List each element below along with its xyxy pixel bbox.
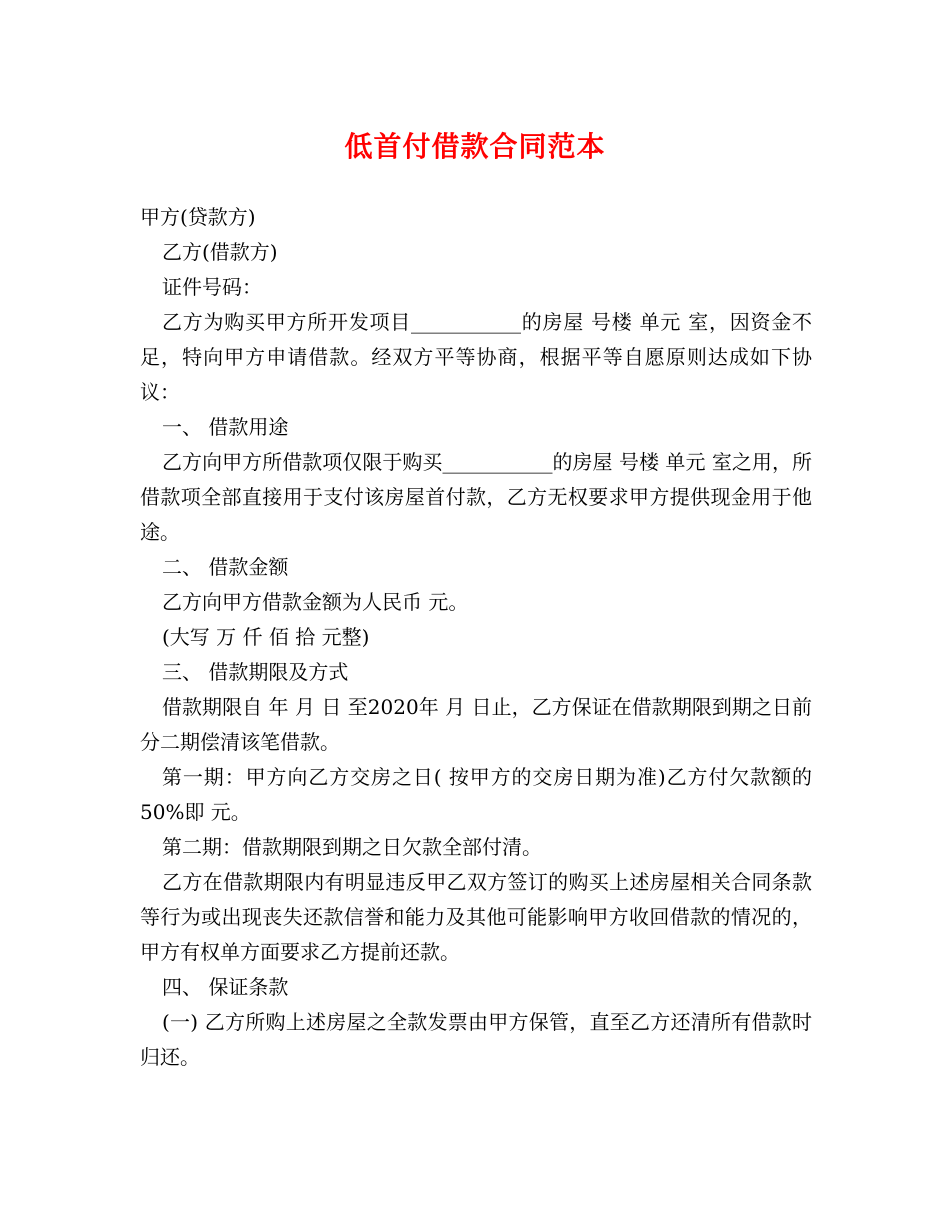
section-3-heading: 三、 借款期限及方式 (162, 660, 349, 684)
party-a-line: 甲方(贷款方) (140, 205, 256, 229)
document-body (140, 200, 812, 1075)
section-2-heading: 二、 借款金额 (162, 555, 289, 579)
section-1-paragraph: 乙方向甲方所借款项仅限于购买___________的房屋 号楼 单元 室之用，所借款项全部直接用于支付该房屋首付款，乙方无权要求甲方提供现金用于他途。 (140, 450, 812, 544)
loan-amount-line: 乙方向甲方借款金额为人民币 元。 (162, 590, 469, 614)
first-installment-paragraph: 第一期：甲方向乙方交房之日( 按甲方的交房日期为准)乙方付欠款额的50%即 元。 (140, 765, 812, 824)
document-title: 低首付借款合同范本 (344, 130, 606, 163)
amount-in-words-line: (大写 万 仟 佰 拾 元整) (162, 625, 370, 649)
early-repayment-paragraph: 乙方在借款期限内有明显违反甲乙双方签订的购买上述房屋相关合同条款等行为或出现丧失还款信誉和能力及其他可能影响甲方收回借款的情况的，甲方有权单方面要求乙方提前还款。 (140, 870, 812, 964)
party-b-line: 乙方(借款方) (162, 240, 278, 264)
preamble-paragraph: 乙方为购买甲方所开发项目___________的房屋 号楼 单元 室，因资金不足，特向甲方申请借款。经双方平等协商，根据平等自愿原则达成如下协议： (140, 310, 812, 404)
id-number-line: 证件号码： (162, 275, 262, 299)
loan-term-paragraph: 借款期限自 年 月 日 至2020年 月 日止，乙方保证在借款期限到期之日前分二期偿清该笔借款。 (140, 695, 812, 754)
section-1-heading: 一、 借款用途 (162, 415, 289, 439)
second-installment-line: 第二期：借款期限到期之日欠款全部付清。 (162, 835, 542, 859)
guarantee-clause-1-paragraph: (一) 乙方所购上述房屋之全款发票由甲方保管，直至乙方还清所有借款时归还。 (140, 1010, 812, 1069)
section-4-heading: 四、 保证条款 (162, 975, 289, 999)
